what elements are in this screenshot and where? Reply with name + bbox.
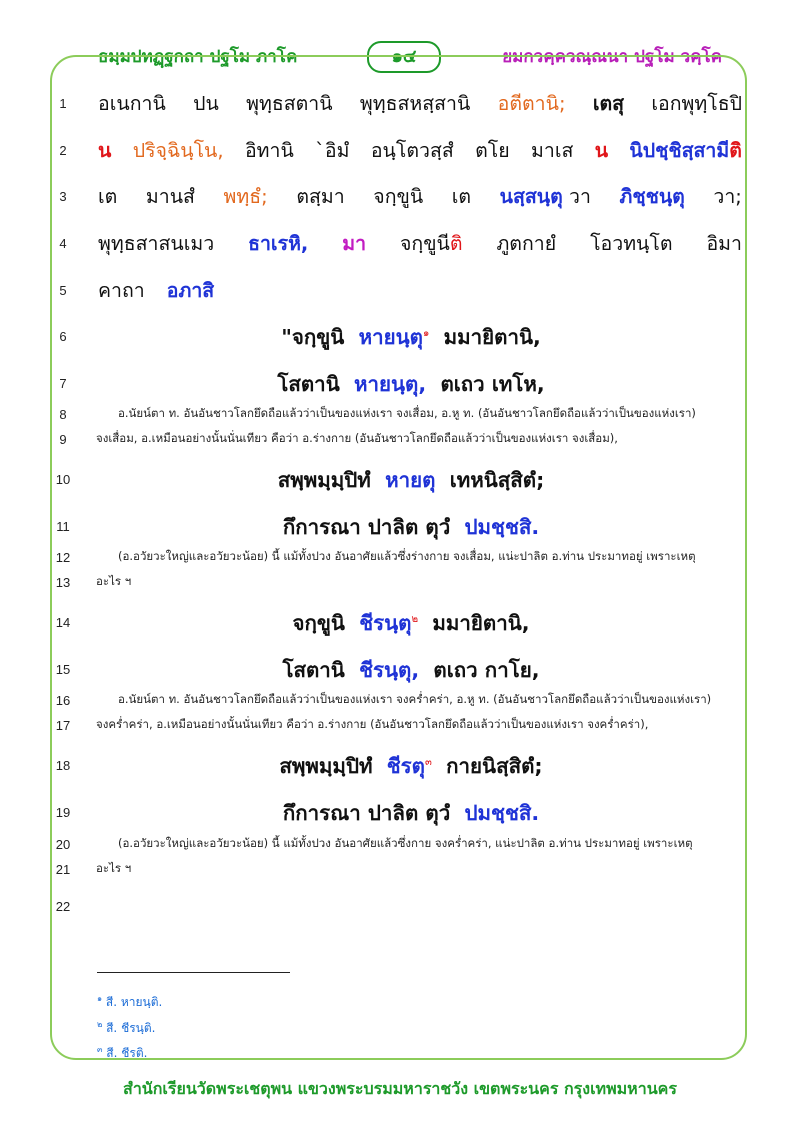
verse-word-highlight: ชีรนฺตุ, [359, 658, 420, 682]
word-part: จกฺขูนี [399, 232, 450, 255]
verse-text [80, 464, 742, 497]
header-left-title: ธมฺมปทฏฺฐกถา ปฐโม ภาโค [98, 47, 298, 67]
line-number: 21 [55, 862, 71, 877]
word: จกฺขูนิ [373, 185, 424, 208]
verse-word-highlight: ชีรนฺตุ [359, 611, 412, 635]
page-footer: สำนักเรียนวัดพระเชตุพน แขวงพระบรมมหาราชวัง เขตพระนคร กรุงเทพมหานคร [123, 1079, 677, 1098]
word-highlight: พทฺธํ; [223, 185, 268, 208]
verse-text [80, 607, 742, 640]
verse-word: มมายิตานิ, [432, 611, 530, 635]
line-number: 9 [59, 432, 67, 447]
translation-text: อ.นัยน์ตา ท. อันอันชาวโลกยึดถือแล้วว่าเป็นของแห่งเรา จงเสื่อม, อ.หู ท. (อันอันชาวโลกยึดถือแล้วว่าเป็นของแห่งเรา) [118, 406, 696, 420]
footnote-text: สี. ชีรติ. [106, 1046, 148, 1060]
verse-word-highlight: หายนฺตุ, [354, 372, 427, 396]
word: อเนกานิ [98, 92, 166, 115]
footnote-divider [97, 972, 290, 973]
line-number: 4 [59, 236, 67, 251]
translation-text: อ.นัยน์ตา ท. อันอันชาวโลกยึดถือแล้วว่าเป็นของแห่งเรา จงคร่ำคร่า, อ.หู ท. (อันอันชาวโลกยึดถือแล้วว่าเป็นของแห่งเรา) [118, 692, 712, 706]
footnote-mark: ๑ [97, 994, 103, 1003]
line-number: 1 [59, 96, 67, 111]
line-number: 19 [55, 805, 71, 820]
word-group [500, 181, 591, 212]
line-number: 15 [55, 662, 71, 677]
word-highlight: อตีตานิ; [497, 92, 566, 115]
verse-word-highlight: ชีรตุ [386, 754, 425, 778]
word: ตโย [475, 139, 510, 162]
line-number: 18 [55, 758, 71, 773]
word: อนฺโตวสฺสํ [370, 139, 454, 162]
translation-text: จงเสื่อม, อ.เหมือนอย่างนั้นนั่นเทียว คือว่า อ.ร่างกาย (อันอันชาวโลกยึดถือแล้วว่าเป็นของแห่งเรา จงเสื่อม), [96, 431, 618, 445]
line-number: 22 [55, 899, 71, 914]
translation-text: จงคร่ำคร่า, อ.เหมือนอย่างนั้นนั่นเทียว คือว่า อ.ร่างกาย (อันอันชาวโลกยึดถือแล้วว่าเป็นของแห่งเรา จงคร่ำคร่า), [96, 717, 649, 731]
verse-text [80, 511, 742, 544]
word-highlight: น [98, 139, 112, 162]
verse-word-highlight: หายตุ [385, 468, 436, 492]
footnote-mark: ๓ [97, 1045, 103, 1054]
word-highlight: ธาเรหิ, [248, 232, 309, 255]
line-number: 2 [59, 143, 67, 158]
word: เต [98, 185, 118, 208]
line-number: 8 [59, 407, 67, 422]
word-highlight: อภาสิ [166, 279, 215, 302]
word-highlight: ปริจฺฉินฺโน, [132, 139, 224, 162]
line-number: 6 [59, 329, 67, 344]
line-number: 17 [55, 718, 71, 733]
footnote-1 [97, 992, 162, 1012]
verse-word: ตเถว กาโย, [433, 658, 540, 682]
word: โอวทนฺโต [590, 232, 673, 255]
word: พุทฺธสาสนเมว [98, 232, 215, 255]
word: เอกพุทฺโธปิ [651, 92, 742, 115]
word: วา; [713, 185, 742, 208]
prose-line [98, 181, 742, 212]
line-number: 3 [59, 189, 67, 204]
translation-text: อะไร ฯ [96, 861, 132, 875]
word-part: ติ [729, 139, 742, 162]
line-number: 5 [59, 283, 67, 298]
prose-line [98, 88, 742, 119]
verse-word-highlight: หายนฺตุ [358, 325, 423, 349]
header-right-title: ยมกวคฺควณฺณนา ปฐโม วคฺโค [502, 47, 722, 67]
verse-text [80, 321, 742, 354]
verse-word: จกฺขูนิ [292, 611, 345, 635]
word: เต [451, 185, 472, 208]
word: `อิมํ [315, 139, 350, 162]
word-highlight [629, 135, 741, 166]
verse-word: โสตานิ [277, 372, 340, 396]
word: พุทฺธสตานิ [246, 92, 333, 115]
prose-line [98, 275, 742, 306]
line-number: 13 [55, 575, 71, 590]
word: มาเส [531, 139, 574, 162]
word: คาถา [98, 279, 145, 302]
footnote-mark: ๑ [422, 328, 430, 340]
line-number: 10 [55, 472, 71, 487]
verse-word: เทหนิสฺสิตํ; [449, 468, 545, 492]
word-highlight: น [594, 139, 609, 162]
word-highlight: ภิชฺชนฺตุ [619, 185, 685, 208]
word: ปน [193, 92, 219, 115]
verse-word: กึการณา ปาลิต ตุวํ [282, 515, 451, 539]
word-part: นิปชฺชิสฺสามี [629, 139, 730, 162]
verse-word: ตเถว เทโห, [440, 372, 545, 396]
translation-text: อะไร ฯ [96, 574, 132, 588]
footnote-3 [97, 1043, 147, 1063]
footnote-2 [97, 1018, 155, 1038]
verse-word: "จกฺขูนิ [281, 325, 345, 349]
word-highlight: มา [342, 232, 367, 255]
verse-text [80, 750, 742, 783]
translation-text: (อ.อวัยวะใหญ่และอวัยวะน้อย) นี้ แม้ทั้งปวง อันอาศัยแล้วซึ่งร่างกาย จงเสื่อม, แน่ะปาลิต อ.ท่าน ประมาทอยู่ เพราะเหตุ [118, 549, 696, 563]
verse-text [80, 368, 742, 401]
line-number: 11 [56, 519, 70, 534]
verse-word: สพฺพมฺมฺปิทํ [277, 468, 371, 492]
line-number: 14 [55, 615, 71, 630]
footnote-text: สี. ชีรนฺติ. [106, 1021, 156, 1035]
line-number: 7 [59, 376, 67, 391]
word-highlight: นสฺสนฺตุ [499, 185, 563, 208]
word-part: ติ [449, 232, 463, 255]
verse-word-highlight: ปมชฺชสิ. [464, 801, 540, 825]
page-number: ๑๔ [367, 41, 441, 73]
verse-word: กายนิสฺสิตํ; [446, 754, 543, 778]
verse-word: มมายิตานิ, [443, 325, 541, 349]
word: อิมา [706, 232, 742, 255]
word: อิทานิ [244, 139, 294, 162]
footnote-mark: ๒ [97, 1020, 103, 1029]
verse-text [80, 654, 742, 687]
translation-text: (อ.อวัยวะใหญ่และอวัยวะน้อย) นี้ แม้ทั้งปวง อันอาศัยแล้วซึ่งกาย จงคร่ำคร่า, แน่ะปาลิต อ.ท่าน ประมาทอยู่ เพราะเหตุ [118, 836, 693, 850]
line-number: 12 [55, 550, 71, 565]
footnote-mark: ๓ [425, 757, 432, 769]
word: ภูตกายํ [496, 232, 557, 255]
word: มานสํ [145, 185, 195, 208]
verse-word: สพฺพมฺมฺปิทํ [279, 754, 373, 778]
line-number: 16 [55, 693, 71, 708]
prose-line [98, 228, 742, 259]
word: เตสุ [592, 92, 625, 115]
verse-word-highlight: ปมชฺชสิ. [464, 515, 540, 539]
footnote-text: สี. หายนฺติ. [105, 995, 163, 1009]
word: พุทฺธสหสฺสานิ [359, 92, 471, 115]
prose-line [98, 135, 742, 166]
footnote-mark: ๒ [411, 614, 419, 626]
verse-text [80, 797, 742, 830]
word [400, 228, 463, 259]
verse-word: โสตานิ [282, 658, 345, 682]
word: วา [569, 185, 591, 208]
verse-word: กึการณา ปาลิต ตุวํ [282, 801, 451, 825]
word: ตสฺมา [296, 185, 345, 208]
line-number: 20 [55, 837, 71, 852]
